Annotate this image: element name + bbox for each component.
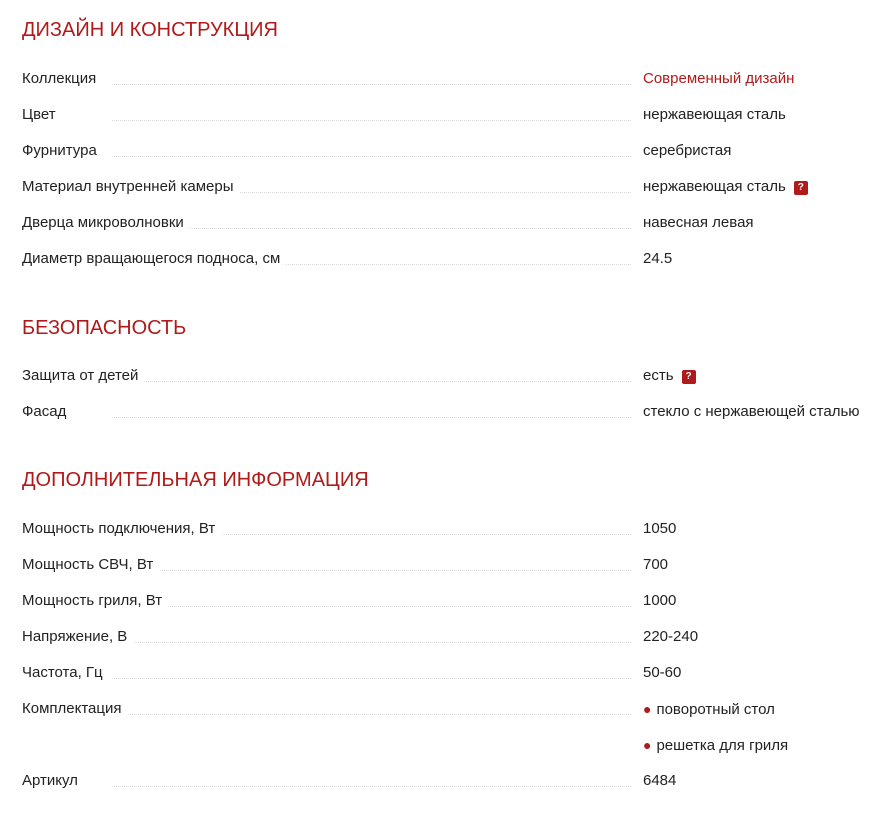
spec-row-fittings xyxy=(22,141,883,165)
spec-row-facade xyxy=(22,402,883,426)
spec-value: есть xyxy=(643,367,674,384)
spec-value: 6484 xyxy=(643,772,677,789)
spec-row-frequency xyxy=(22,663,883,687)
collection-link[interactable]: Современный дизайн xyxy=(643,70,795,87)
spec-row-article xyxy=(22,771,883,795)
help-icon[interactable]: ? xyxy=(794,181,808,195)
spec-label: Коллекция xyxy=(22,70,102,87)
package-item: решетка для гриля xyxy=(656,737,789,754)
spec-row-connected-power xyxy=(22,519,883,543)
spec-value: 700 xyxy=(643,556,669,573)
spec-label: Мощность гриля, Вт xyxy=(22,592,168,609)
section-title-design: ДИЗАЙН И КОНСТРУКЦИЯ xyxy=(22,19,278,41)
spec-value: нержавеющая сталь xyxy=(643,106,786,123)
spec-label: Диаметр вращающегося подноса, см xyxy=(22,250,286,267)
spec-value-container xyxy=(643,177,808,197)
spec-row-grill-power xyxy=(22,591,883,615)
section-title-additional-info: ДОПОЛНИТЕЛЬНАЯ ИНФОРМАЦИЯ xyxy=(22,469,369,491)
spec-label: Мощность подключения, Вт xyxy=(22,520,221,537)
spec-label: Артикул xyxy=(22,772,84,789)
spec-value: стекло с нержавеющей сталью xyxy=(643,403,860,420)
spec-label: Фасад xyxy=(22,403,72,420)
spec-row-child-lock xyxy=(22,366,883,390)
spec-value: 1000 xyxy=(643,592,677,609)
spec-row-voltage xyxy=(22,627,883,651)
spec-row-cavity-material xyxy=(22,177,883,201)
spec-row-color xyxy=(22,105,883,129)
spec-label: Защита от детей xyxy=(22,367,144,384)
spec-label: Дверца микроволновки xyxy=(22,214,190,231)
spec-row-turntable-diameter xyxy=(22,249,883,273)
spec-value: 220-240 xyxy=(643,628,699,645)
spec-value: нержавеющая сталь xyxy=(643,178,786,195)
list-item xyxy=(643,735,788,756)
spec-label: Частота, Гц xyxy=(22,664,109,681)
bullet-icon: ● xyxy=(643,701,652,717)
spec-label: Цвет xyxy=(22,106,62,123)
spec-row-door xyxy=(22,213,883,237)
spec-label: Напряжение, В xyxy=(22,628,133,645)
spec-label: Фурнитура xyxy=(22,142,103,159)
list-item xyxy=(643,699,775,720)
spec-row-package-cont xyxy=(22,735,883,759)
bullet-icon: ● xyxy=(643,737,652,753)
spec-value-container xyxy=(643,366,696,386)
spec-value: 50-60 xyxy=(643,664,682,681)
spec-label: Материал внутренней камеры xyxy=(22,178,239,195)
spec-value: 24.5 xyxy=(643,250,673,267)
spec-value: навесная левая xyxy=(643,214,754,231)
spec-value: серебристая xyxy=(643,142,732,159)
spec-label: Комплектация xyxy=(22,700,127,717)
spec-row-microwave-power xyxy=(22,555,883,579)
help-icon[interactable]: ? xyxy=(682,370,696,384)
spec-label: Мощность СВЧ, Вт xyxy=(22,556,159,573)
spec-row-collection xyxy=(22,69,883,93)
section-title-safety: БЕЗОПАСНОСТЬ xyxy=(22,317,187,339)
spec-row-package xyxy=(22,699,883,723)
spec-value: 1050 xyxy=(643,520,677,537)
package-item: поворотный стол xyxy=(656,701,775,718)
